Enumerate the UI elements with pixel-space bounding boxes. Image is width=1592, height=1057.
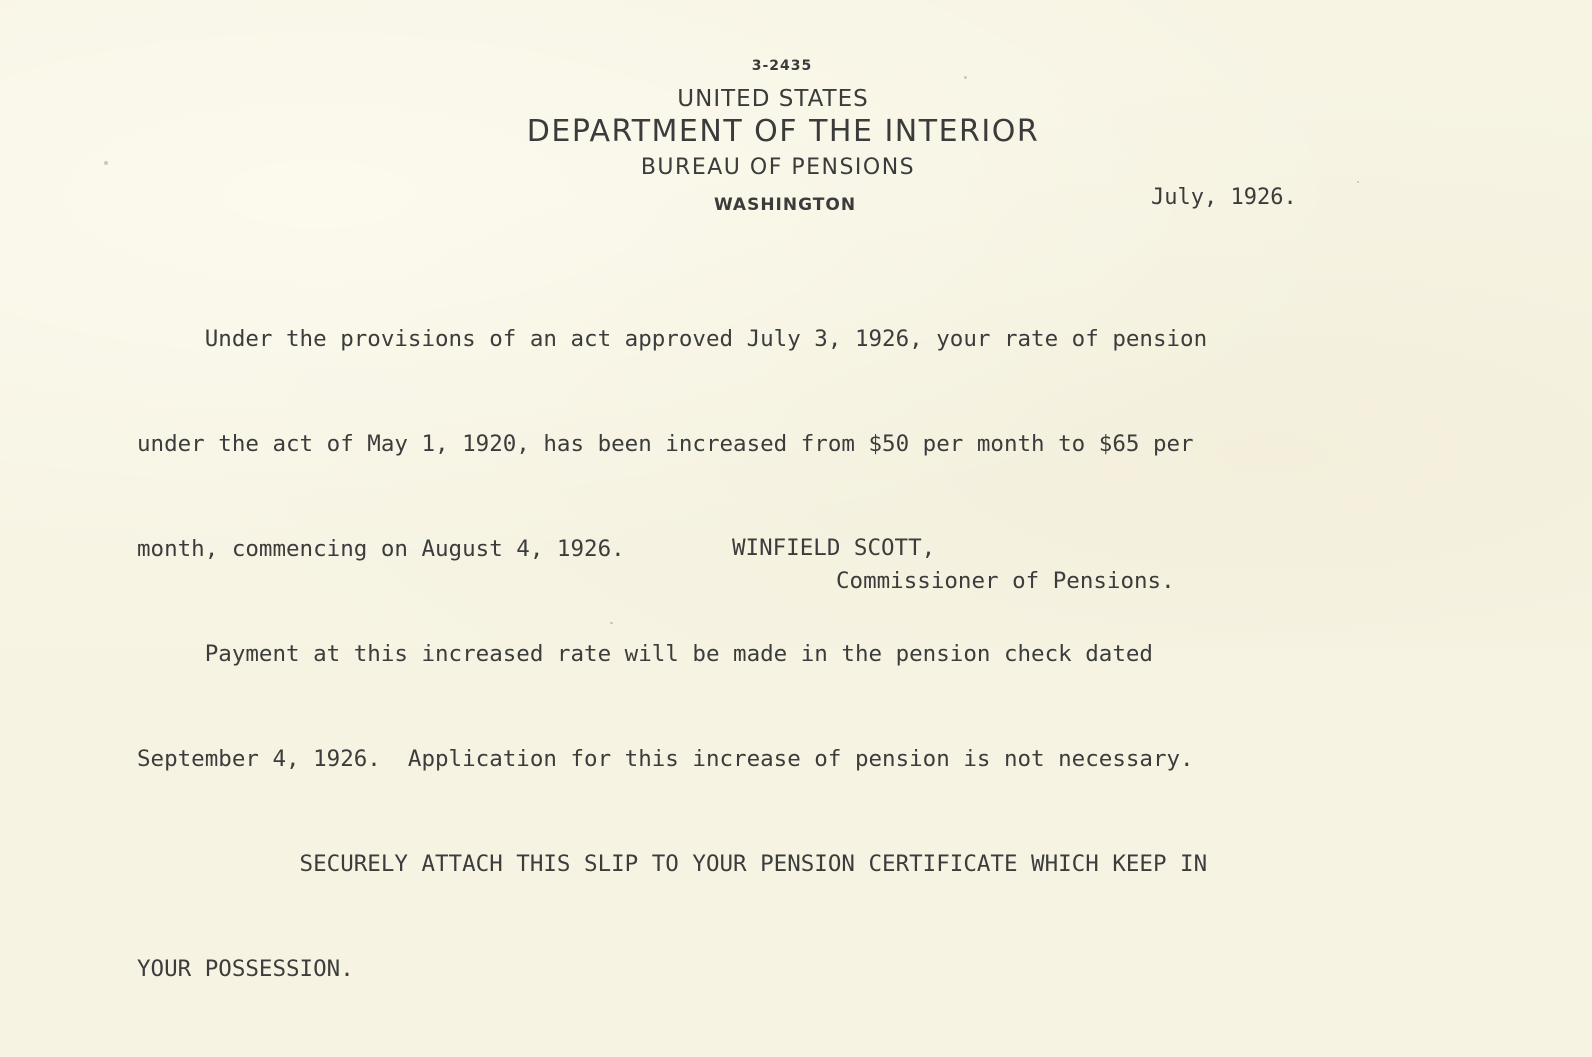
body-line: Payment at this increased rate will be made in the pension check dated — [137, 641, 1153, 667]
body-line: under the act of May 1, 1920, has been increased from $50 per month to $65 per — [137, 431, 1194, 457]
form-number: 3-2435 — [751, 58, 813, 74]
letter-date: July, 1926. — [1151, 185, 1297, 210]
body-line: YOUR POSSESSION. — [137, 956, 354, 982]
bureau-heading: BUREAU OF PENSIONS — [640, 155, 916, 180]
body-line: September 4, 1926. Application for this increase of pension is not necessary. — [137, 746, 1194, 772]
letter-body — [137, 252, 1457, 1057]
signatory-title: Commissioner of Pensions. — [836, 568, 1175, 594]
paper-speck — [1357, 181, 1359, 183]
city-heading: WASHINGTON — [713, 195, 857, 215]
paper-speck — [610, 622, 613, 624]
paper-speck — [104, 161, 108, 165]
body-line: month, commencing on August 4, 1926. — [137, 536, 625, 562]
body-line: Under the provisions of an act approved July 3, 1926, your rate of pension — [137, 326, 1208, 352]
body-line: SECURELY ATTACH THIS SLIP TO YOUR PENSION CERTIFICATE WHICH KEEP IN — [137, 851, 1208, 877]
department-heading: DEPARTMENT OF THE INTERIOR — [526, 114, 1040, 149]
signatory-name: WINFIELD SCOTT, — [732, 535, 936, 561]
country-heading: UNITED STATES — [677, 86, 869, 112]
paper-speck — [964, 76, 967, 79]
